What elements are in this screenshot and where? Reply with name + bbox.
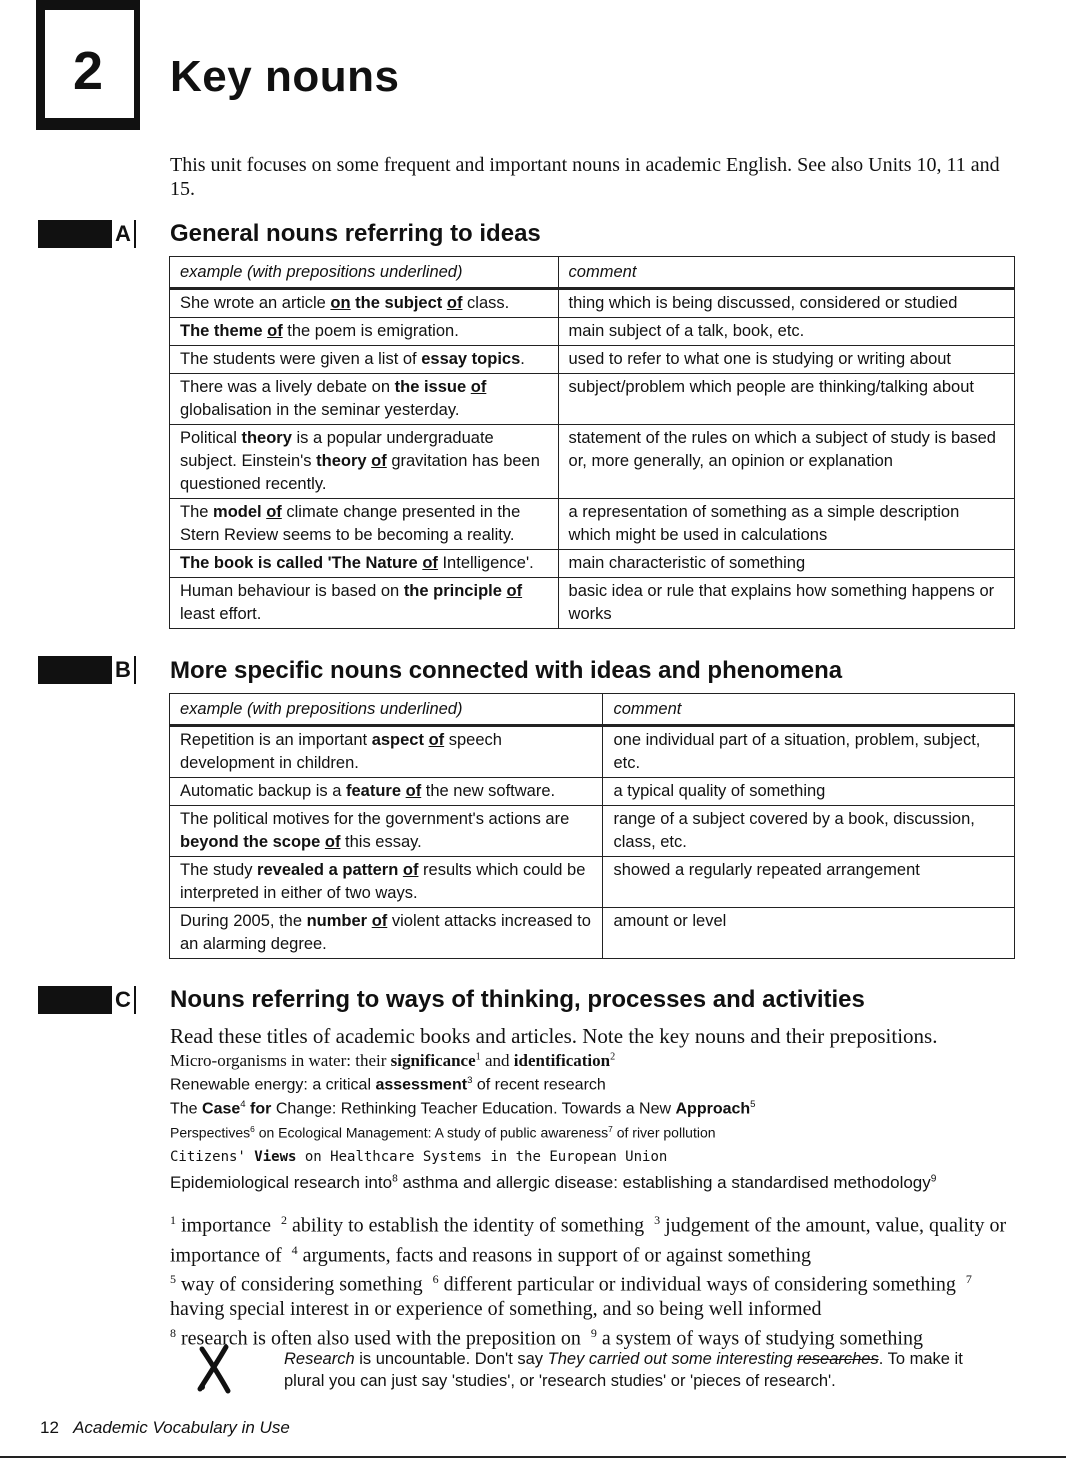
table-row — [170, 806, 1015, 857]
footer-divider — [0, 1456, 1066, 1458]
comment-cell: statement of the rules on which a subject of study is based or, more generally, an opinion or explanation — [558, 425, 1014, 499]
comment-cell: a representation of something as a simple description which might be used in calculations — [558, 499, 1014, 550]
table-row — [170, 318, 1015, 346]
header-comment: comment — [603, 694, 1015, 726]
section-letter: A — [112, 219, 134, 249]
header-comment: comment — [558, 257, 1014, 289]
table-row — [170, 550, 1015, 578]
table-row — [170, 908, 1015, 959]
section-c-lead: Read these titles of academic books and articles. Note the key nouns and their prepositions. — [170, 1024, 938, 1048]
section-letter: C — [112, 985, 134, 1015]
comment-cell: amount or level — [603, 908, 1015, 959]
footnotes: $^1$ importance $^2$ ability to establish the identity of something $^3$ judgement of the amount, value, quality or importance of $^4$ arguments, facts and reasons in support of or against something $^5$ way of considering something $^6$ different particular or individual ways of considering something $^7$ having special interest in or experience of something, and so being well informed $^8$ research is often also used with the preposition on $^9$ a system of ways of studying something — [170, 1213, 1007, 1350]
book-title-footer: Academic Vocabulary in Use — [73, 1418, 290, 1437]
book-title: Epidemiological research into$^8$ asthma and allergic disease: establishing a standardised methodology$^9$ — [170, 1173, 937, 1192]
example-cell: Political theory is a popular undergraduate subject. Einstein's theory of gravitation has been questioned recently. — [170, 425, 559, 499]
example-cell: During 2005, the number of violent attacks increased to an alarming degree. — [170, 908, 603, 959]
header-example: example (with prepositions underlined) — [170, 694, 603, 726]
table-row — [170, 726, 1015, 778]
table-header — [170, 257, 1015, 289]
table-header — [170, 694, 1015, 726]
page-footer — [40, 1418, 290, 1438]
table-row — [170, 425, 1015, 499]
comment-cell: main subject of a talk, book, etc. — [558, 318, 1014, 346]
table-a — [169, 256, 1015, 629]
example-cell: The book is called 'The Nature of Intelligence'. — [170, 550, 559, 578]
table-row — [170, 346, 1015, 374]
section-b-marker — [38, 656, 136, 684]
unit-marker — [36, 0, 140, 130]
section-b-heading: More specific nouns connected with ideas and phenomena — [170, 657, 843, 684]
page-title: Key nouns — [170, 52, 400, 101]
warning-cross-icon — [196, 1343, 232, 1395]
comment-cell: a typical quality of something — [603, 778, 1015, 806]
example-cell: She wrote an article on the subject of class. — [170, 289, 559, 318]
example-cell: The students were given a list of essay topics. — [170, 346, 559, 374]
example-cell: There was a lively debate on the issue of globalisation in the seminar yesterday. — [170, 374, 559, 425]
comment-cell: range of a subject covered by a book, discussion, class, etc. — [603, 806, 1015, 857]
table-row — [170, 499, 1015, 550]
intro-text: This unit focuses on some frequent and important nouns in academic English. See also Units 10, 11 and 15. — [170, 154, 1000, 200]
table-row — [170, 374, 1015, 425]
book-title: The Case$^4$ for Change: Rethinking Teacher Education. Towards a New Approach$^5$ — [170, 1099, 756, 1118]
section-letter: B — [112, 655, 134, 685]
book-title: Micro-organisms in water: their significance$^1$ and identification$^2$ — [170, 1051, 616, 1070]
unit-marker-bar — [36, 0, 140, 10]
example-cell: The political motives for the government's actions are beyond the scope of this essay. — [170, 806, 603, 857]
unit-number: 2 — [72, 41, 104, 101]
comment-cell: basic idea or rule that explains how something happens or works — [558, 578, 1014, 629]
example-cell: Human behaviour is based on the principle of least effort. — [170, 578, 559, 629]
comment-cell: used to refer to what one is studying or writing about — [558, 346, 1014, 374]
book-title: Citizens' Views on Healthcare Systems in the European Union — [170, 1149, 668, 1165]
unit-marker-bar — [36, 118, 140, 130]
table-b — [169, 693, 1015, 959]
example-cell: Repetition is an important aspect of speech development in children. — [170, 726, 603, 778]
usage-note: Research is uncountable. Don't say They carried out some interesting researches. To make it plural you can just say 'studies', or 'research studies' or 'pieces of research'. — [284, 1350, 963, 1390]
comment-cell: thing which is being discussed, considered or studied — [558, 289, 1014, 318]
comment-cell: main characteristic of something — [558, 550, 1014, 578]
example-cell: Automatic backup is a feature of the new software. — [170, 778, 603, 806]
table-row — [170, 857, 1015, 908]
book-title: Perspectives$^6$ on Ecological Management: A study of public awareness$^7$ of river pollution — [170, 1124, 716, 1141]
section-a-marker — [38, 220, 136, 248]
section-c-heading: Nouns referring to ways of thinking, processes and activities — [170, 986, 865, 1013]
example-cell: The model of climate change presented in the Stern Review seems to be becoming a reality. — [170, 499, 559, 550]
example-cell: The study revealed a pattern of results which could be interpreted in either of two ways. — [170, 857, 603, 908]
table-row — [170, 778, 1015, 806]
header-example: example (with prepositions underlined) — [170, 257, 559, 289]
example-cell: The theme of the poem is emigration. — [170, 318, 559, 346]
table-row — [170, 578, 1015, 629]
section-c-marker — [38, 986, 136, 1014]
comment-cell: showed a regularly repeated arrangement — [603, 857, 1015, 908]
comment-cell: subject/problem which people are thinking/talking about — [558, 374, 1014, 425]
page-number: 12 — [40, 1418, 59, 1437]
book-title: Renewable energy: a critical assessment$^3$ of recent research — [170, 1075, 606, 1094]
section-a-heading: General nouns referring to ideas — [170, 220, 541, 247]
comment-cell: one individual part of a situation, problem, subject, etc. — [603, 726, 1015, 778]
table-row — [170, 289, 1015, 318]
